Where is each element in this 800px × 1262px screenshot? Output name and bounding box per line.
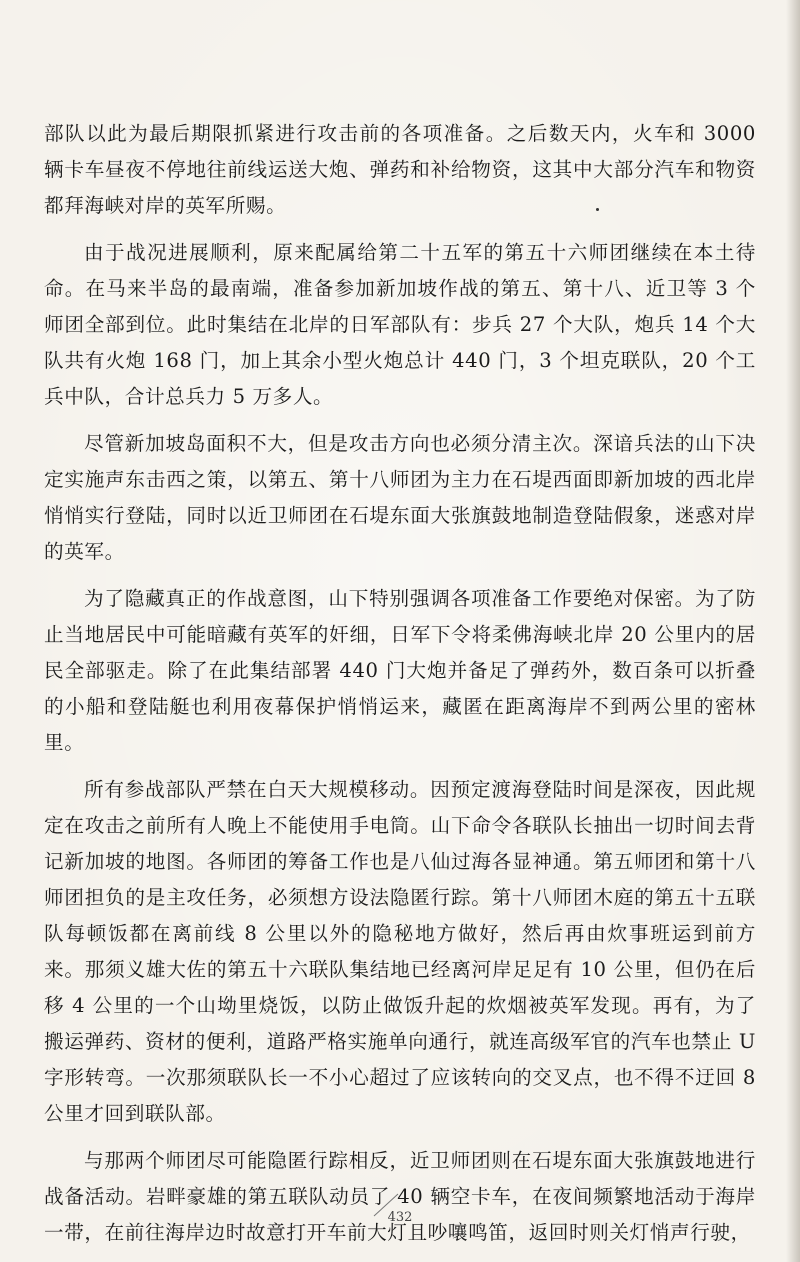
paragraph-2: 由于战况进展顺利，原来配属给第二十五军的第五十六师团继续在本土待命。在马来半岛的最南端，准备参加新加坡作战的第五、第十八、近卫等 3 个师团全部到位。此时集结在北岸的日军部队有：步兵 27 个大队，炮兵 14 个大队共有火炮 168 门，加上其余小型火炮总计 440 门，3 个坦克联队，20 个工兵中队，合计总兵力 5 万多人。 [44,241,756,408]
page-number: 432 [387,1210,413,1225]
body-text [44,116,756,1262]
paragraph-5: 所有参战部队严禁在白天大规模移动。因预定渡海登陆时间是深夜，因此规定在攻击之前所有人晚上不能使用手电筒。山下命令各联队长抽出一切时间去背记新加坡的地图。各师团的筹备工作也是八仙过海各显神通。第五师团和第十八师团担负的是主攻任务，必须想方设法隐匿行踪。第十八师团木庭的第五十五联队每顿饭都在离前线 8 公里以外的隐秘地方做好，然后再由炊事班运到前方来。那须义雄大佐的第五十六联队集结地已经离河岸足足有 10 公里，但仍在后移 4 公里的一个山坳里烧饭，以防止做饭升起的炊烟被英军发现。再有，为了搬运弹药、资材的便利，道路严格实施单向通行，就连高级军官的汽车也禁止 U 字形转弯。一次那须联队长一不小心超过了应该转向的交叉点，也不得不迂回 8 公里才回到联队部。 [44,778,756,1125]
paragraph-6: 与那两个师团尽可能隐匿行踪相反，近卫师团则在石堤东面大张旗鼓地进行战备活动。岩畔豪雄的第五联队动员了 40 辆空卡车，在夜间频繁地活动于海岸一带，在前往海岸边时故意打开车前大灯且吵嚷鸣笛，返回时则关灯悄声行驶， [44,1149,756,1244]
paragraph-3: 尽管新加坡岛面积不大，但是攻击方向也必须分清主次。深谙兵法的山下决定实施声东击西之策，以第五、第十八师团为主力在石堤西面即新加坡的西北岸悄悄实行登陆，同时以近卫师团在石堤东面大张旗鼓地制造登陆假象，迷惑对岸的英军。 [44,432,756,563]
paragraph-1: 部队以此为最后期限抓紧进行攻击前的各项准备。之后数天内，火车和 3000 辆卡车昼夜不停地往前线运送大炮、弹药和补给物资，这其中大部分汽车和物资都拜海峡对岸的英军所赐。 [44,122,756,217]
page-edge-shadow [786,0,800,1262]
paragraph-4: 为了隐藏真正的作战意图，山下特别强调各项准备工作要绝对保密。为了防止当地居民中可能暗藏有英军的奸细，日军下令将柔佛海峡北岸 20 公里内的居民全部驱走。除了在此集结部署 440 门大炮并备足了弹药外，数百条可以折叠的小船和登陆艇也利用夜幕保护悄悄运来，藏匿在距离海岸不到两公里的密林里。 [44,587,756,754]
